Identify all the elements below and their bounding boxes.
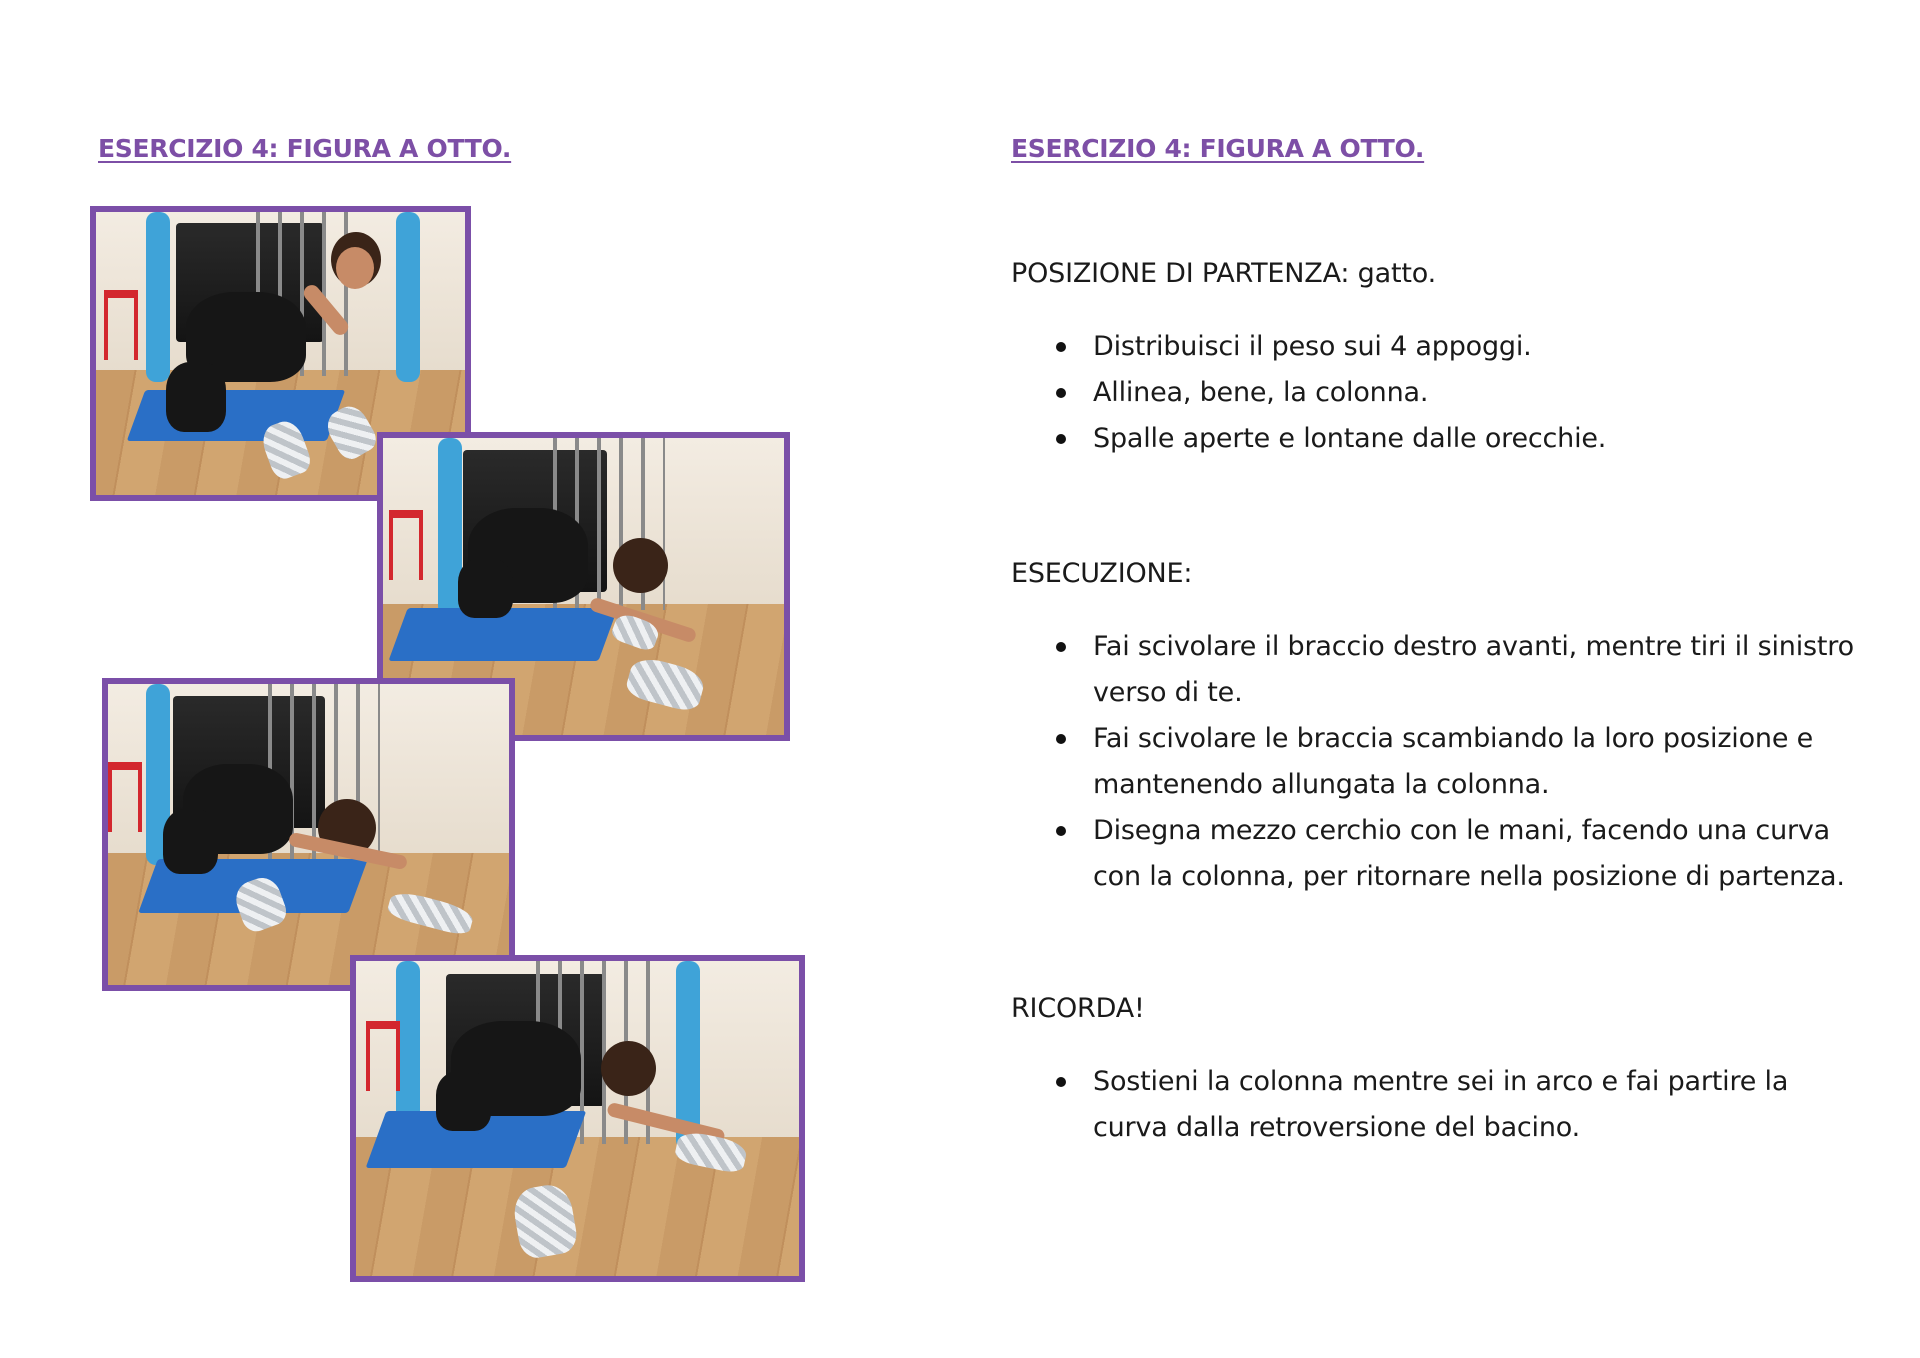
exercise-photo-3	[102, 678, 515, 991]
bullet-icon	[1056, 642, 1066, 652]
list-item-text: Fai scivolare il braccio destro avanti, mentre tiri il sinistro verso di te.	[1093, 631, 1854, 708]
reminder-list	[1011, 1059, 1871, 1151]
list-item	[1011, 416, 1871, 462]
page-title-left: ESERCIZIO 4: FIGURA A OTTO.	[98, 134, 512, 163]
starting-position-label: POSIZIONE DI PARTENZA: gatto.	[1011, 258, 1436, 289]
list-item-text: Spalle aperte e lontane dalle orecchie.	[1093, 423, 1607, 454]
execution-label: ESECUZIONE:	[1011, 558, 1193, 589]
list-item	[1011, 716, 1871, 808]
list-item-text: Sostieni la colonna mentre sei in arco e fai partire la curva dalla retroversione del bacino.	[1093, 1066, 1789, 1143]
page-title-right: ESERCIZIO 4: FIGURA A OTTO.	[1011, 134, 1425, 163]
list-item	[1011, 624, 1871, 716]
starting-position-list	[1011, 324, 1871, 462]
list-item-text: Distribuisci il peso sui 4 appoggi.	[1093, 331, 1532, 362]
list-item	[1011, 1059, 1871, 1151]
list-item	[1011, 370, 1871, 416]
bullet-icon	[1056, 1077, 1066, 1087]
bullet-icon	[1056, 388, 1066, 398]
list-item-text: Fai scivolare le braccia scambiando la loro posizione e mantenendo allungata la colonna.	[1093, 723, 1814, 800]
bullet-icon	[1056, 826, 1066, 836]
reminder-label: RICORDA!	[1011, 993, 1145, 1024]
list-item	[1011, 808, 1871, 900]
list-item-text: Disegna mezzo cerchio con le mani, facendo una curva con la colonna, per ritornare nella posizione di partenza.	[1093, 815, 1845, 892]
list-item	[1011, 324, 1871, 370]
bullet-icon	[1056, 434, 1066, 444]
exercise-photo-4	[350, 955, 805, 1282]
list-item-text: Allinea, bene, la colonna.	[1093, 377, 1429, 408]
bullet-icon	[1056, 734, 1066, 744]
bullet-icon	[1056, 342, 1066, 352]
execution-list	[1011, 624, 1871, 900]
